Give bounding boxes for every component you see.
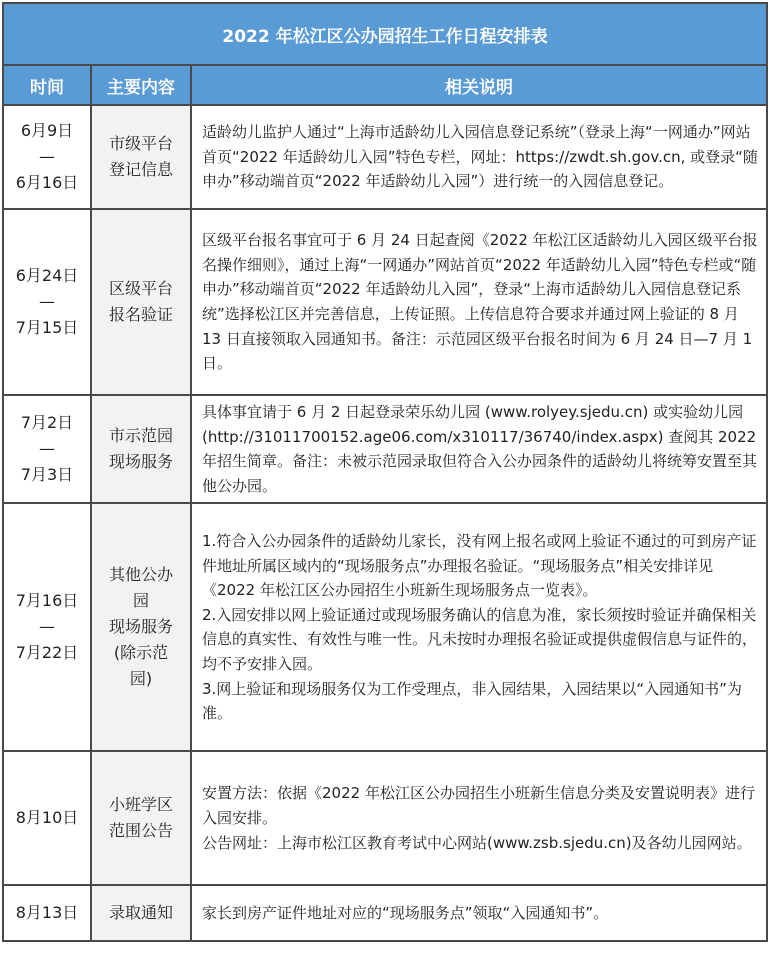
time-line: 8月10日 <box>15 808 79 828</box>
time-line: 7月15日 <box>15 318 79 337</box>
cell-time <box>3 885 91 941</box>
cell-content <box>91 751 191 885</box>
time-line: 6月24日 <box>15 266 79 285</box>
content-line: 其他公办 <box>108 565 173 585</box>
content-line: 园) <box>129 669 153 689</box>
time-line: — <box>39 617 55 637</box>
schedule-table <box>2 2 768 942</box>
table-row <box>3 209 767 395</box>
content-line: 录取通知 <box>108 903 173 923</box>
time-line: 7月3日 <box>20 465 74 485</box>
cell-content <box>91 395 191 503</box>
cell-time <box>3 503 91 751</box>
content-line: 小班学区 <box>108 795 173 815</box>
cell-content <box>91 885 191 941</box>
table-row <box>3 105 767 209</box>
cell-content <box>91 105 191 209</box>
time-line: 7月16日 <box>15 591 79 611</box>
header-content: 主要内容 <box>91 65 191 105</box>
cell-time <box>3 209 91 395</box>
description-paragraph: 具体事宜请于 6 月 2 日起登录荣乐幼儿园 (www.rolyey.sjedu.cn) 或实验幼儿园 (http://31011700152.age06.com/x310117/36740/index.aspx) 查阅其 2022 年招生简章。备注：未被示范园录取但符合入公办园条件的适龄幼儿将统筹安置至其他公办园。 <box>202 403 758 495</box>
cell-description <box>191 751 767 885</box>
time-line: 6月9日 <box>20 121 74 140</box>
content-line: 登记信息 <box>108 160 173 179</box>
description-paragraph: 区级平台报名事宜可于 6 月 24 日起查阅《2022 年松江区适龄幼儿入园区级平台报名操作细则》，通过上海“一网通办”网站首页“2022 年适龄幼儿入园”特色专栏或“随申办”移动端首页“2022 年适龄幼儿入园”，登录“上海市适龄幼儿入园信息登记系统”选择松江区并完善信息，上传证照。上传信息符合要求并通过网上验证的 8 月 13 日直接领取入园通知书。备注：示范园区级平台报名时间为 6 月 24 日—7 月 1 日。 <box>202 231 758 373</box>
cell-description <box>191 395 767 503</box>
description-paragraph: 家长到房产证件地址对应的“现场服务点”领取“入园通知书”。 <box>202 904 609 923</box>
time-line: 7月22日 <box>15 643 79 663</box>
time-line: 7月2日 <box>20 413 74 433</box>
cell-description <box>191 105 767 209</box>
cell-time <box>3 751 91 885</box>
header-description: 相关说明 <box>191 65 767 105</box>
time-line: — <box>39 292 55 311</box>
content-line: 市示范园 <box>108 426 173 446</box>
description-paragraph: 适龄幼儿监护人通过“上海市适龄幼儿入园信息登记系统”（登录上海“一网通办”网站首页“2022 年适龄幼儿入园”特色专栏，网址：https://zwdt.sh.gov.cn, 或登录“随申办”移动端首页“2022 年适龄幼儿入园”）进行统一的入园信息登记。 <box>202 123 758 191</box>
cell-content <box>91 503 191 751</box>
time-line: — <box>39 147 55 166</box>
table-row <box>3 751 767 885</box>
content-line: 现场服务 <box>108 617 173 637</box>
cell-description <box>191 503 767 751</box>
cell-description <box>191 209 767 395</box>
content-line: 范围公告 <box>108 821 173 841</box>
content-line: 市级平台 <box>108 134 173 153</box>
table-title: 2022 年松江区公办园招生工作日程安排表 <box>3 3 767 65</box>
table-row <box>3 395 767 503</box>
content-line: 报名验证 <box>108 305 173 324</box>
content-line: 园 <box>132 591 149 611</box>
cell-description <box>191 885 767 941</box>
description-paragraph: 2.入园安排以网上验证通过或现场服务确认的信息为准，家长须按时验证并确保相关信息的真实性、有效性与唯一性。凡未按时办理报名验证或提供虚假信息与证件的，均不予安排入园。 <box>202 605 758 673</box>
time-line: 8月13日 <box>15 903 79 923</box>
header-time: 时间 <box>3 65 91 105</box>
table-row <box>3 885 767 941</box>
content-line: 现场服务 <box>108 452 173 472</box>
description-paragraph: 公告网址：上海市松江区教育考试中心网站(www.zsb.sjedu.cn)及各幼儿园网站。 <box>202 833 752 852</box>
content-line: (除示范 <box>113 643 169 663</box>
cell-time <box>3 105 91 209</box>
cell-content <box>91 209 191 395</box>
time-line: — <box>39 439 55 459</box>
time-line: 6月16日 <box>15 173 79 192</box>
table-row <box>3 503 767 751</box>
description-paragraph: 3.网上验证和现场服务仅为工作受理点，非入园结果，入园结果以“入园通知书”为准。 <box>202 679 742 723</box>
content-line: 区级平台 <box>108 279 173 298</box>
cell-time <box>3 395 91 503</box>
description-paragraph: 1.符合入公办园条件的适龄幼儿家长，没有网上报名或网上验证不通过的可到房产证件地址所属区域内的“现场服务点”办理报名验证。“现场服务点”相关安排详见《2022 年松江区公办园招生小班新生现场服务点一览表》。 <box>202 532 757 600</box>
description-paragraph: 安置方法：依据《2022 年松江区公办园招生小班新生信息分类及安置说明表》进行入园安排。 <box>202 784 755 828</box>
